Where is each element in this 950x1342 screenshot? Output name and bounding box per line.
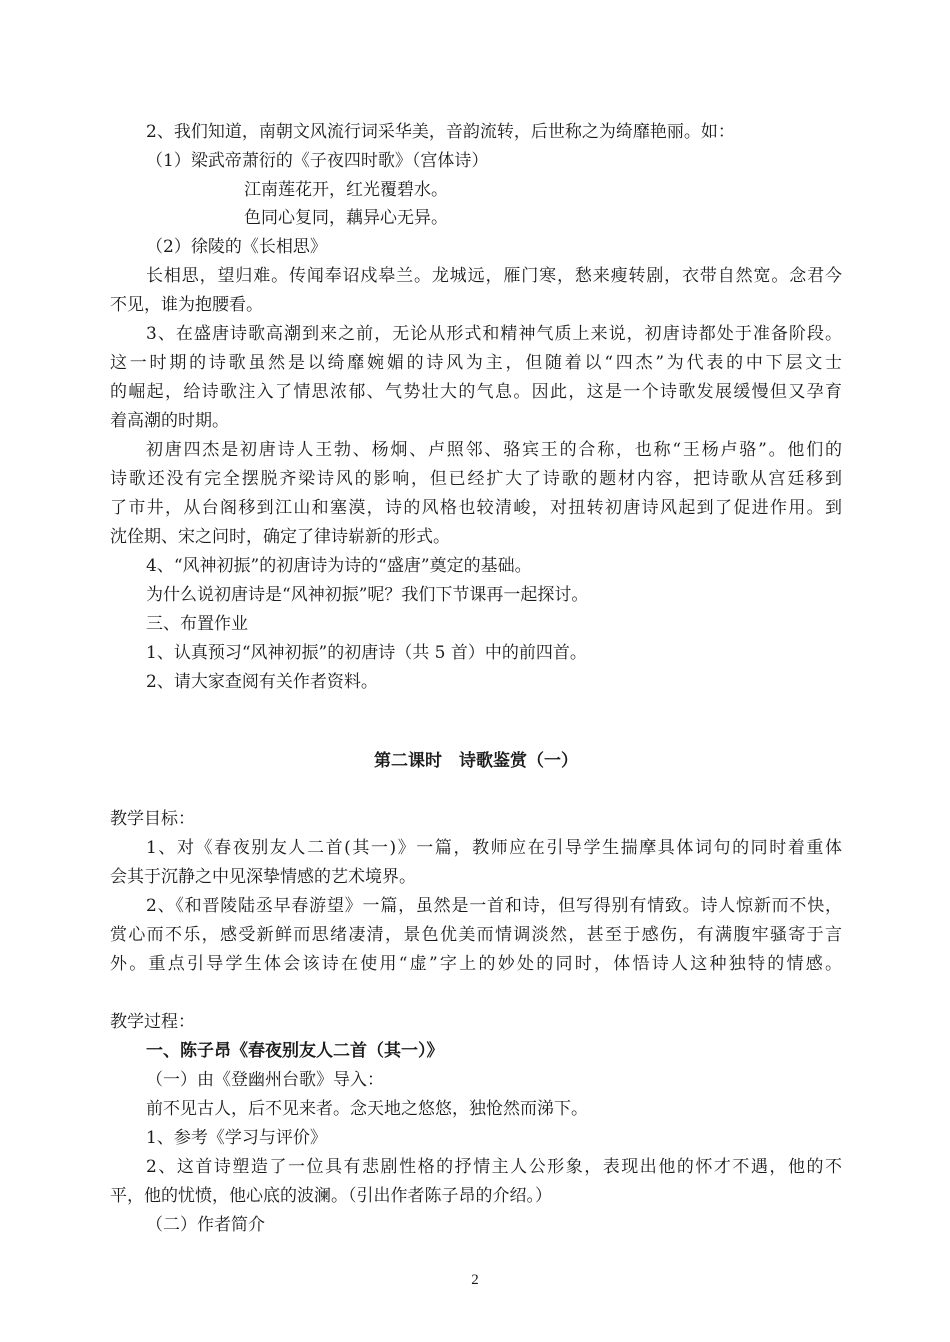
text-line: 色同心复同，藕异心无异。 — [244, 208, 448, 228]
text-line: 会其于沉静之中见深挚情感的艺术境界。 — [110, 867, 416, 887]
page-number: 2 — [471, 1272, 479, 1288]
text-line: 三、布置作业 — [146, 614, 248, 634]
text-line: 长相思，望归难。传闻奉诏戍皋兰。龙城远，雁门寒，愁来瘦转剧，衣带自然宽。念君今 — [146, 266, 842, 286]
text-line: 这一时期的诗歌虽然是以绮靡婉媚的诗风为主，但随着以“四杰”为代表的中下层文士 — [110, 353, 842, 373]
section-heading: 第二课时 诗歌鉴赏（一） — [374, 751, 578, 771]
text-line: 江南莲花开，红光覆碧水。 — [244, 180, 448, 200]
text-line: 为什么说初唐诗是“风神初振”呢？我们下节课再一起探讨。 — [146, 585, 589, 605]
text-line: 4、“风神初振”的初唐诗为诗的“盛唐”奠定的基础。 — [146, 556, 532, 576]
text-line: 2、请大家查阅有关作者资料。 — [146, 672, 378, 692]
text-line: 2、这首诗塑造了一位具有悲剧性格的抒情主人公形象，表现出他的怀才不遇，他的不 — [146, 1157, 842, 1177]
text-line: 1、认真预习“风神初振”的初唐诗（共 5 首）中的前四首。 — [146, 643, 587, 663]
text-line: 一、陈子昂《春夜别友人二首（其一）》 — [146, 1041, 444, 1061]
text-line: 外。重点引导学生体会该诗在使用“虚”字上的妙处的同时，体悟诗人这种独特的情感。 — [110, 954, 842, 974]
text-line: 沈佺期、宋之问时，确定了律诗崭新的形式。 — [110, 527, 450, 547]
text-line: 教学过程： — [110, 1012, 195, 1032]
text-line: 了市井，从台阁移到江山和塞漠，诗的风格也较清峻，对扭转初唐诗风起到了促进作用。到 — [110, 498, 842, 518]
text-line: 教学目标： — [110, 809, 195, 829]
text-line: 1、对《春夜别友人二首(其一)》一篇，教师应在引导学生揣摩具体词句的同时着重体 — [146, 838, 842, 858]
text-line: （1）梁武帝萧衍的《子夜四时歌》（宫体诗） — [146, 151, 489, 171]
text-line: （二）作者简介 — [146, 1215, 265, 1235]
text-line: 不见，谁为抱腰看。 — [110, 295, 263, 315]
text-line: 的崛起，给诗歌注入了情思浓郁、气势壮大的气息。因此，这是一个诗歌发展缓慢但又孕育 — [110, 382, 842, 402]
text-line: 3、在盛唐诗歌高潮到来之前，无论从形式和精神气质上来说，初唐诗都处于准备阶段。 — [146, 324, 842, 344]
text-line: 诗歌还没有完全摆脱齐梁诗风的影响，但已经扩大了诗歌的题材内容，把诗歌从宫廷移到 — [110, 469, 842, 489]
text-line: 初唐四杰是初唐诗人王勃、杨炯、卢照邻、骆宾王的合称，也称“王杨卢骆”。他们的 — [146, 440, 842, 460]
text-line: 2、我们知道，南朝文风流行词采华美，音韵流转，后世称之为绮靡艳丽。如： — [146, 122, 735, 142]
text-line: 着高潮的时期。 — [110, 411, 229, 431]
text-line: 1、参考《学习与评价》 — [146, 1128, 327, 1148]
text-line: 前不见古人，后不见来者。念天地之悠悠，独怆然而涕下。 — [146, 1099, 588, 1119]
text-line: 平，他的忧愤，他心底的波澜。（引出作者陈子昂的介绍。） — [110, 1186, 552, 1206]
text-line: 2、《和晋陵陆丞早春游望》一篇，虽然是一首和诗，但写得别有情致。诗人惊新而不快， — [146, 896, 842, 916]
text-line: 赏心而不乐，感受新鲜而思绪凄清，景色优美而情调淡然，甚至于感伤，有满腹牢骚寄于言 — [110, 925, 842, 945]
text-line: （2）徐陵的《长相思》 — [146, 237, 327, 257]
text-line: （一）由《登幽州台歌》导入： — [146, 1070, 384, 1090]
